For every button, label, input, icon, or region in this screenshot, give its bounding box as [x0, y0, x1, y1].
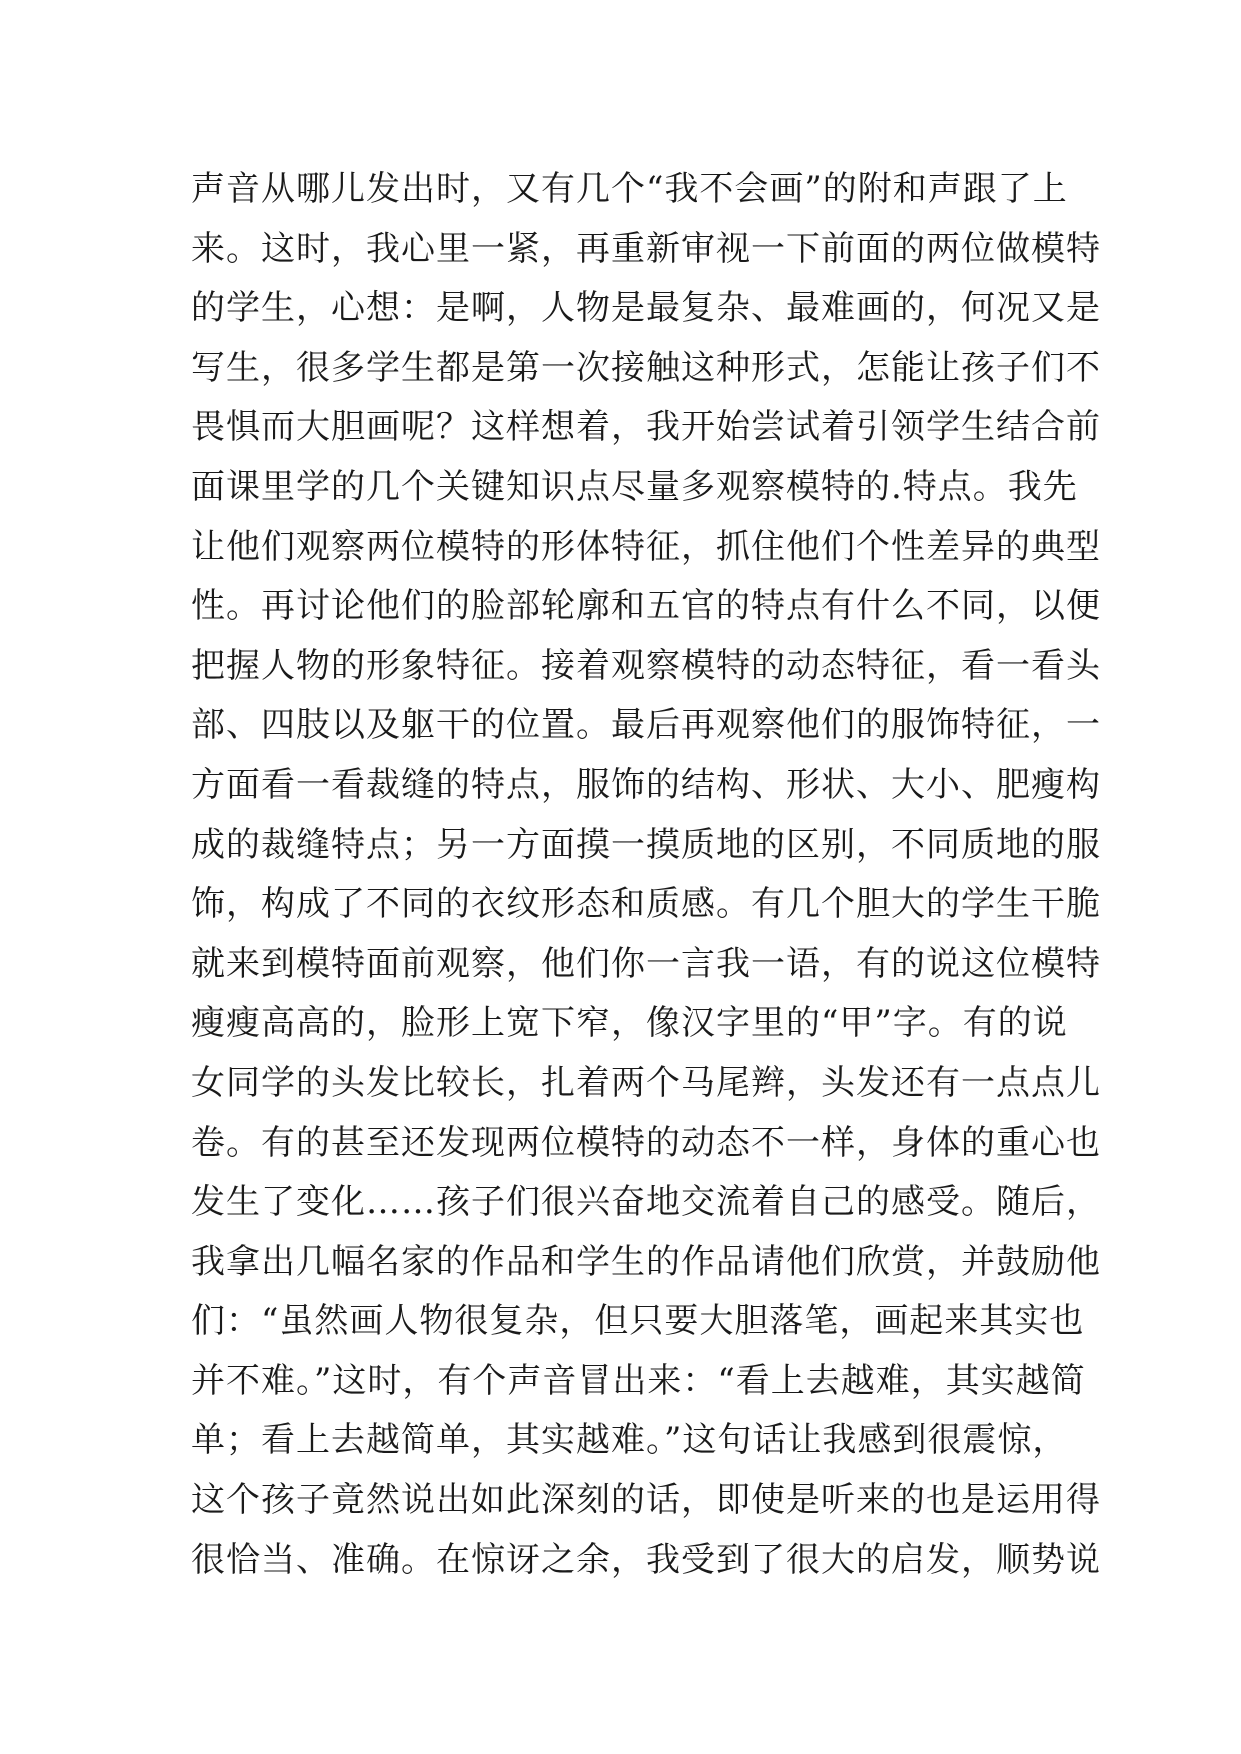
- text-line: 就来到模特面前观察，他们你一言我一语，有的说这位模特: [191, 943, 1101, 984]
- text-line: 们：“虽然画人物很复杂，但只要大胆落笔，画起来其实也: [191, 1301, 1085, 1342]
- text-line: 我拿出几幅名家的作品和学生的作品请他们欣赏，并鼓励他: [191, 1241, 1101, 1282]
- text-line: 并不难。”这时，有个声音冒出来：“看上去越难，其实越简: [191, 1360, 1086, 1401]
- text-line: 这个孩子竟然说出如此深刻的话，即使是听来的也是运用得: [191, 1480, 1101, 1521]
- text-line: 让他们观察两位模特的形体特征，抓住他们个性差异的典型: [191, 526, 1101, 567]
- text-line: 很恰当、准确。在惊讶之余，我受到了很大的启发，顺势说: [191, 1539, 1101, 1580]
- text-line: 性。再讨论他们的脸部轮廓和五官的特点有什么不同，以便: [191, 586, 1101, 627]
- text-line: 发生了变化……孩子们很兴奋地交流着自己的感受。随后，: [191, 1182, 1101, 1223]
- text-line: 单；看上去越简单，其实越难。”这句话让我感到很震惊，: [191, 1420, 1068, 1461]
- text-line: 女同学的头发比较长，扎着两个马尾辫，头发还有一点点儿: [191, 1062, 1101, 1103]
- text-line: 畏惧而大胆画呢？这样想着，我开始尝试着引领学生结合前: [191, 407, 1101, 448]
- text-line: 成的裁缝特点；另一方面摸一摸质地的区别，不同质地的服: [191, 824, 1101, 865]
- body-text: [191, 160, 1101, 1590]
- text-line: 卷。有的甚至还发现两位模特的动态不一样，身体的重心也: [191, 1122, 1101, 1163]
- text-line: 方面看一看裁缝的特点，服饰的结构、形状、大小、肥瘦构: [191, 764, 1101, 805]
- text-line: 瘦瘦高高的，脸形上宽下窄，像汉字里的“甲”字。有的说: [191, 1003, 1068, 1044]
- text-line: 声音从哪儿发出时，又有几个“我不会画”的附和声跟了上: [191, 169, 1068, 209]
- text-line: 的学生，心想：是啊，人物是最复杂、最难画的，何况又是: [191, 288, 1101, 329]
- text-line: 写生，很多学生都是第一次接触这种形式，怎能让孩子们不: [191, 347, 1101, 388]
- text-line: 饰，构成了不同的衣纹形态和质感。有几个胆大的学生干脆: [191, 884, 1101, 925]
- text-line: 部、四肢以及躯干的位置。最后再观察他们的服饰特征，一: [191, 705, 1101, 746]
- text-line: 来。这时，我心里一紧，再重新审视一下前面的两位做模特: [191, 228, 1101, 269]
- text-line: 把握人物的形象特征。接着观察模特的动态特征，看一看头: [191, 645, 1101, 686]
- text-line: 面课里学的几个关键知识点尽量多观察模特的.特点。我先: [191, 466, 1078, 507]
